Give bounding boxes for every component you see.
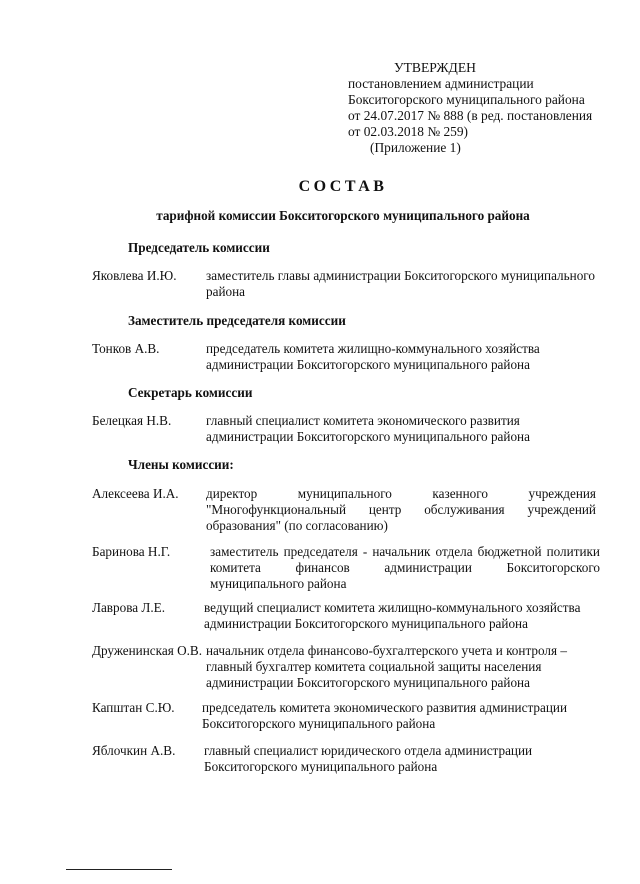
- member-role: директор муниципального казенного учреждения "Многофункциональный центр обслуживания учреждений образования" (по согласованию): [206, 486, 596, 533]
- approval-heading: УТВЕРЖДЕН: [394, 60, 476, 75]
- member-role: председатель комитета жилищно-коммунального хозяйства администрации Бокситогорского муниципального района: [206, 341, 540, 372]
- member-name: Капштан С.Ю.: [92, 700, 175, 715]
- member-role: начальник отдела финансово-бухгалтерского учета и контроля – главный бухгалтер комитета социальной защиты населения администрации Бокситогорского муниципального района: [206, 643, 567, 690]
- member-role: председатель комитета экономического развития администрации Бокситогорского муниципального района: [202, 700, 567, 731]
- approval-appendix: (Приложение 1): [370, 140, 461, 155]
- member-name: Баринова Н.Г.: [92, 544, 171, 559]
- footnote-divider: [66, 869, 172, 870]
- section-heading-secretary: Секретарь комиссии: [128, 385, 253, 400]
- document-title: СОСТАВ: [298, 178, 388, 195]
- section-heading-chair: Председатель комиссии: [128, 240, 270, 255]
- member-name: Тонков А.В.: [92, 341, 160, 356]
- section-heading-members: Члены комиссии:: [128, 457, 234, 472]
- member-role: заместитель председателя - начальник отдела бюджетной политики комитета финансов администрации Бокситогорского муниципального района: [210, 544, 600, 591]
- document-subtitle: тарифной комиссии Бокситогорского муниципального района: [156, 208, 530, 223]
- member-role: заместитель главы администрации Бокситогорского муниципального района: [206, 268, 595, 299]
- approval-line: от 02.03.2018 № 259): [348, 124, 468, 139]
- member-name: Друженинская О.В.: [92, 643, 202, 658]
- approval-line: постановлением администрации: [348, 76, 534, 91]
- approval-line: Бокситогорского муниципального района: [348, 92, 585, 107]
- approval-stamp: [348, 60, 608, 156]
- member-role: ведущий специалист комитета жилищно-коммунального хозяйства администрации Бокситогорского муниципального района: [204, 600, 581, 631]
- member-role: главный специалист комитета экономического развития администрации Бокситогорского муниципального района: [206, 413, 530, 444]
- member-name: Яблочкин А.В.: [92, 743, 176, 758]
- approval-line: от 24.07.2017 № 888 (в ред. постановления: [348, 108, 593, 123]
- member-name: Алексеева И.А.: [92, 486, 179, 501]
- member-name: Яковлева И.Ю.: [92, 268, 177, 283]
- member-name: Белецкая Н.В.: [92, 413, 172, 428]
- member-role: главный специалист юридического отдела администрации Бокситогорского муниципального района: [204, 743, 533, 774]
- member-name: Лаврова Л.Е.: [92, 600, 166, 615]
- section-heading-deputy: Заместитель председателя комиссии: [128, 313, 346, 328]
